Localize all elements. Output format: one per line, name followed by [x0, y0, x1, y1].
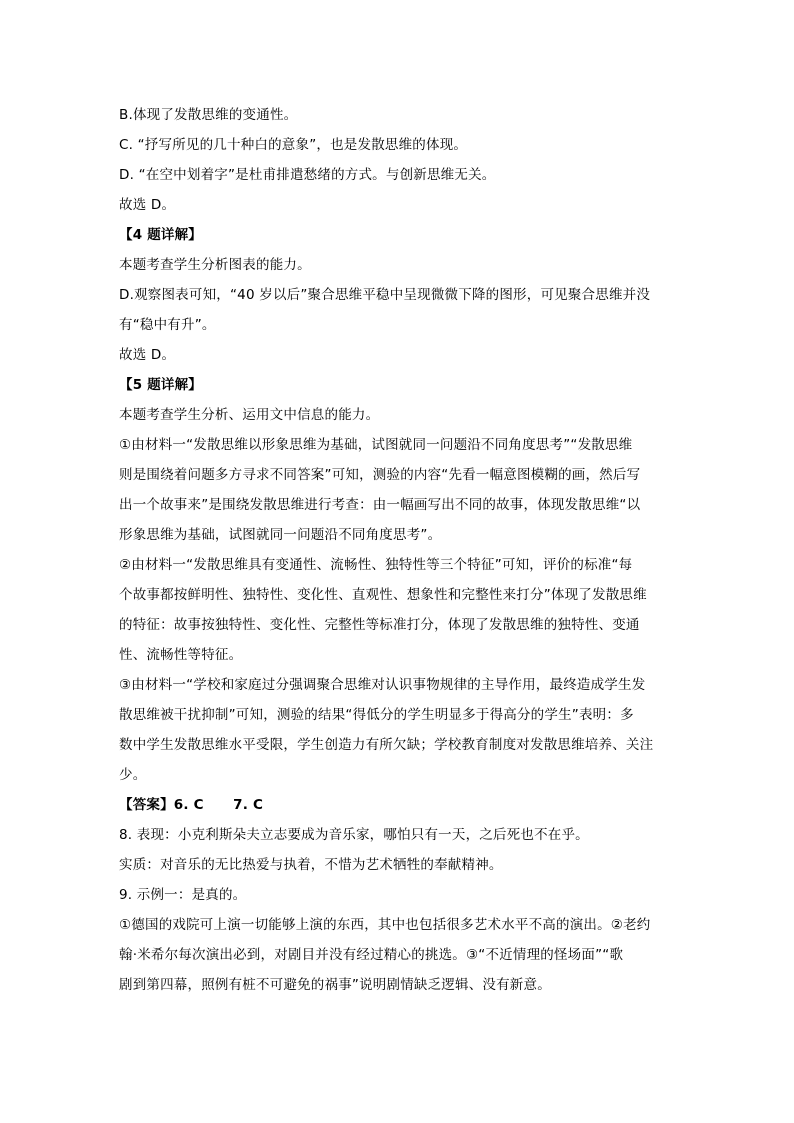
section-heading-5: 【5 题详解】: [119, 377, 202, 393]
text-line: ③由材料一“学校和家庭过分强调聚合思维对认识事物规律的主导作用，最终造成学生发: [119, 677, 646, 693]
text-line: 出一个故事来”是围绕发散思维进行考查：由一幅画写出不同的故事，体现发散思维“以: [119, 497, 641, 513]
text-line: 本题考查学生分析图表的能力。: [119, 257, 311, 273]
text-line: 个故事都按鲜明性、独特性、变化性、直观性、想象性和完整性来打分”体现了发散思维: [119, 587, 647, 603]
text-line: 的特征：故事按独特性、变化性、完整性等标准打分，体现了发散思维的独特性、变通: [119, 617, 640, 633]
text-line: 实质：对音乐的无比热爱与执着，不惜为艺术牺牲的奉献精神。: [119, 857, 503, 873]
text-line: 剧到第四幕，照例有桩不可避免的祸事”说明剧情缺乏逻辑、没有新意。: [119, 977, 551, 993]
text-line: 本题考查学生分析、运用文中信息的能力。: [119, 407, 380, 423]
text-line: 故选 D。: [119, 347, 176, 363]
text-line: ①由材料一“发散思维以形象思维为基础，试图就同一问题沿不同角度思考”“发散思维: [119, 437, 633, 453]
text-line: 翰·米希尔每次演出必到，对剧目并没有经过精心的挑选。③“不近情理的怪场面”“歌: [119, 947, 624, 963]
text-line: 9. 示例一：是真的。: [119, 887, 247, 903]
text-line: 8. 表现：小克利斯朵夫立志要成为音乐家，哪怕只有一天，之后死也不在乎。: [119, 827, 589, 843]
text-line: B.体现了发散思维的变通性。: [119, 107, 298, 123]
text-line: ②由材料一“发散思维具有变通性、流畅性、独特性等三个特征”可知，评价的标准“每: [119, 557, 633, 573]
text-line: 散思维被干扰抑制”可知，测验的结果“得低分的学生明显多于得高分的学生”表明：多: [119, 707, 634, 723]
text-line: 数中学生发散思维水平受限，学生创造力有所欠缺；学校教育制度对发散思维培养、关注: [119, 737, 654, 753]
text-line: 形象思维为基础，试图就同一问题沿不同角度思考”。: [119, 527, 442, 543]
text-line: D. “在空中划着字”是杜甫排遣愁绪的方式。与创新思维无关。: [119, 167, 496, 183]
text-line: 则是围绕着问题多方寻求不同答案”可知，测验的内容“先看一幅意图模糊的画，然后写: [119, 467, 641, 483]
text-line: D.观察图表可知，“40 岁以后”聚合思维平稳中呈现微微下降的图形，可见聚合思维并没: [119, 287, 651, 303]
text-line: C. “抒写所见的几十种白的意象”，也是发散思维的体现。: [119, 137, 468, 153]
text-line: 故选 D。: [119, 197, 176, 213]
answer-line: 【答案】6. C 7. C: [119, 797, 264, 813]
text-line: 少。: [119, 767, 147, 783]
document-body: [119, 100, 679, 1000]
section-heading-4: 【4 题详解】: [119, 227, 202, 243]
text-line: ①德国的戏院可上演一切能够上演的东西，其中也包括很多艺术水平不高的演出。②老约: [119, 917, 651, 933]
text-line: 有“稳中有升”。: [119, 317, 216, 333]
text-line: 性、流畅性等特征。: [119, 647, 243, 663]
